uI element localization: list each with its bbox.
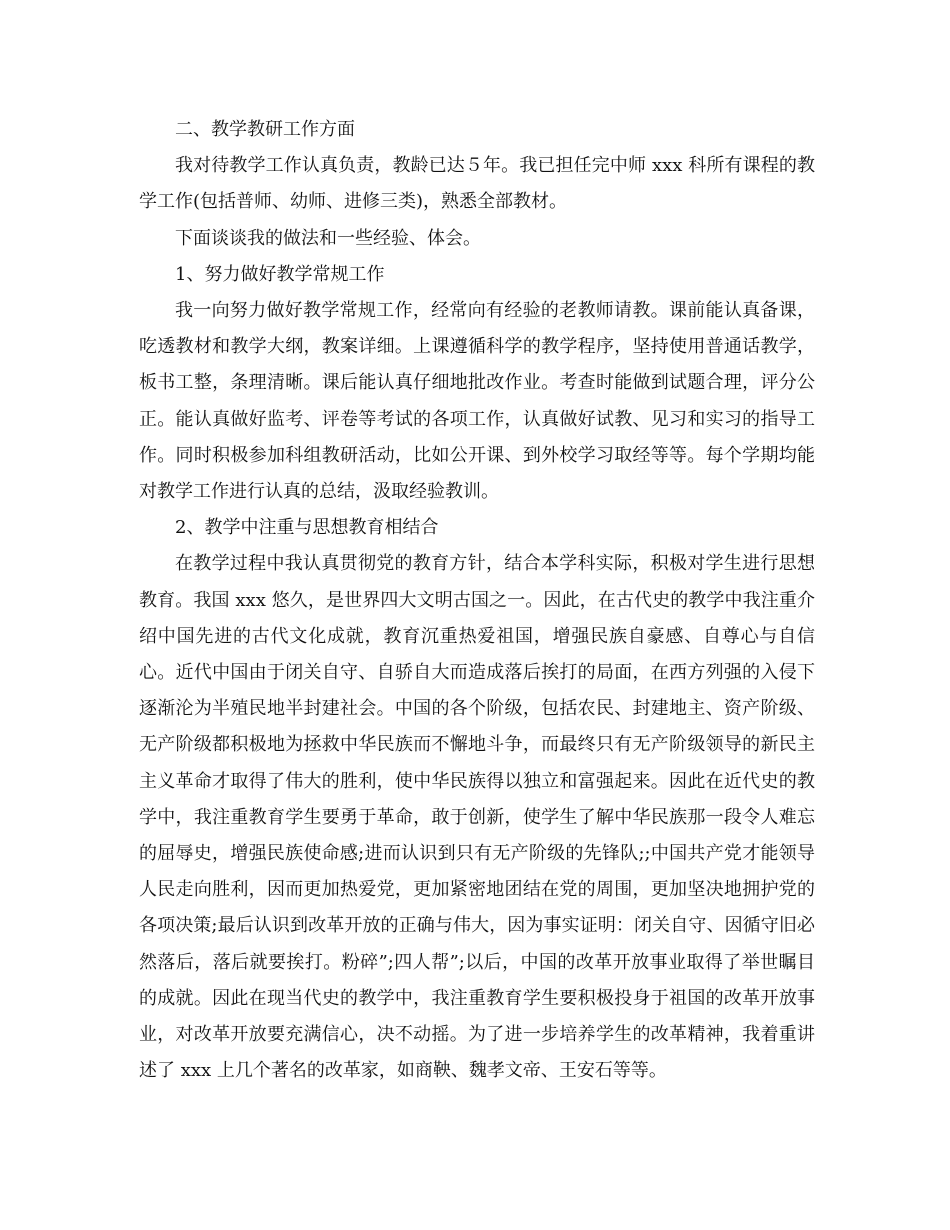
paragraph-routine-work: 我一向努力做好教学常规工作，经常向有经验的老教师请教。课前能认真备课，吃透教材和教学大纲，教案详细。上课遵循科学的教学程序，坚持使用普通话教学，板书工整，条理清晰。课后能认真仔细地批改作业。考查时能做到试题合理，评分公正。能认真做好监考、评卷等考试的各项工作，认真做好试教、见习和实习的指导工作。同时积极参加科组教研活动，比如公开课、到外校学习取经等等。每个学期均能对教学工作进行认真的总结，汲取经验教训。: [139, 300, 815, 503]
document-body: [139, 112, 815, 1089]
paragraph-lead-in: 下面谈谈我的做法和一些经验、体会。: [175, 227, 481, 249]
subheading-routine-work: 1、努力做好教学常规工作: [175, 263, 385, 285]
paragraph-ideological-education: 在教学过程中我认真贯彻党的教育方针，结合本学科实际，积极对学生进行思想教育。我国 xxx 悠久，是世界四大文明古国之一。因此，在古代史的教学中我注重介绍中国先进的古代文化成就，教育沉重热爱祖国，增强民族自豪感、自尊心与自信心。近代中国由于闭关自守、自骄自大而造成落后挨打的局面，在西方列强的入侵下逐渐沦为半殖民地半封建社会。中国的各个阶级，包括农民、封建地主、资产阶级、无产阶级都积极地为拯救中华民族而不懈地斗争，而最终只有无产阶级领导的新民主主义革命才取得了伟大的胜利，使中华民族得以独立和富强起来。因此在近代史的教学中，我注重教育学生要勇于革命，敢于创新，使学生了解中华民族那一段令人难忘的屈辱史，增强民族使命感;进而认识到只有无产阶级的先锋队;;中国共产党才能领导人民走向胜利，因而更加热爱党，更加紧密地团结在党的周围，更加坚决地拥护党的各项决策;最后认识到改革开放的正确与伟大，因为事实证明：闭关自守、因循守旧必然落后，落后就要挨打。粉碎”;四人帮”;以后，中国的改革开放事业取得了举世瞩目的成就。因此在现当代史的教学中，我注重教育学生要积极投身于祖国的改革开放事业，对改革开放要充满信心，决不动摇。为了进一步培养学生的改革精神，我着重讲述了 xxx 上几个著名的改革家，如商鞅、魏孝文帝、王安石等等。: [139, 553, 815, 1082]
subheading-ideological-education: 2、教学中注重与思想教育相结合: [175, 517, 439, 539]
section-heading: 二、教学教研工作方面: [175, 119, 355, 140]
paragraph-intro: 我对待教学工作认真负责，教龄已达５年。我已担任完中师 xxx 科所有课程的教学工作(包括普师、幼师、进修三类)，熟悉全部教材。: [139, 155, 815, 213]
